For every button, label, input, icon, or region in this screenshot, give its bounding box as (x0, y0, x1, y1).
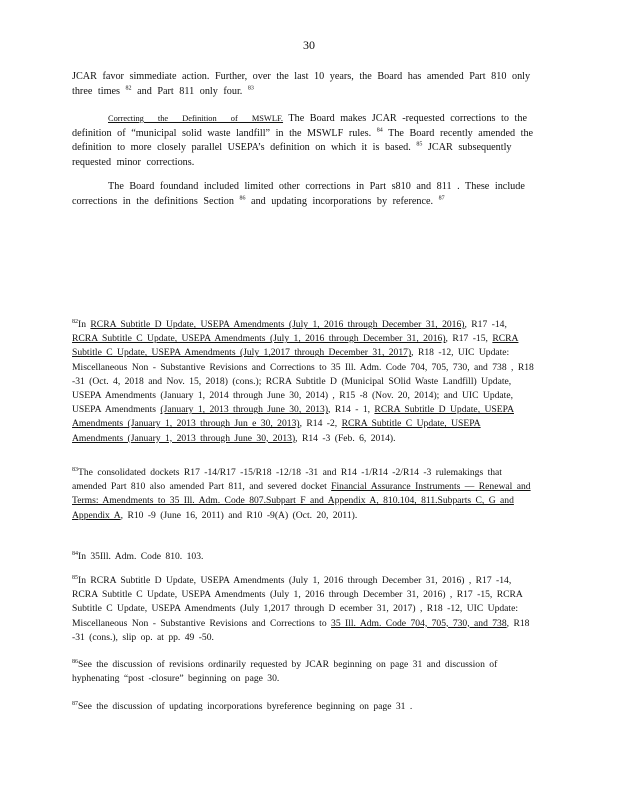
case-citation: Financial Assurance Instruments — Renewal and Terms: Amendments to 35 Ill. Adm. Code 807.Subpart F and Appendix A, 810.104, 811.Subparts C, G and Appendix A (72, 481, 531, 521)
body-paragraph-1 (72, 70, 542, 99)
case-citation: RCRA Subtitle C Update, USEPA Amendments (July 1,2017 through December 31, 2017) (72, 333, 519, 359)
case-citation: RCRA Subtitle D Update, USEPA Amendments (January 1, 2013 through Jun e 30, 2013) (72, 404, 514, 430)
footnote-ref-86[interactable]: 86 (239, 195, 246, 202)
footnote-ref-87[interactable]: 87 (438, 195, 445, 202)
footnote-ref-82[interactable]: 82 (125, 85, 132, 92)
footnote-text: , R18 -31 (cons.), slip op. at pp. 49 -50. (72, 617, 530, 643)
paragraph-text: and Part 811 only four. (137, 85, 243, 97)
footnote-text: , R17 -15, (445, 333, 488, 345)
footnote-text: , R17 -14, (464, 319, 507, 330)
footnote-number: 87 (72, 700, 78, 707)
case-citation: RCRA Subtitle C Update, USEPA Amendments (July 1, 2016 through December 31, 2016) (72, 333, 446, 345)
footnote-86 (72, 658, 534, 686)
paragraph-text: JCAR subsequently requested minor corrections. (72, 142, 512, 168)
footnote-83 (72, 466, 534, 523)
footnote-number: 86 (72, 658, 78, 665)
footnote-text: In 35Ill. Adm. Code 810. 103. (78, 551, 204, 562)
footnote-number: 85 (72, 574, 78, 581)
paragraph-text: JCAR favor simmediate action. Further, over the last 10 years, the Board has amended Part 810 only three times (72, 71, 531, 97)
footnote-ref-84[interactable]: 84 (376, 127, 383, 134)
footnote-text: , R14 -2, (299, 418, 338, 430)
paragraph-text: The Board makes JCAR -requested corrections to the definition of “municipal solid waste landfill” in the MSWLF rules. (72, 113, 527, 139)
footnote-text: In (78, 319, 86, 330)
case-citation: (January 1, 2013 through June 30, 2013) (160, 404, 329, 416)
case-citation: 35 Ill. Adm. Code 704, 705, 730, and 738 (331, 617, 507, 629)
footnote-ref-85[interactable]: 85 (416, 141, 423, 148)
footnote-text: See the discussion of revisions ordinarily requested by JCAR beginning on page 31 and discussion of hyphenating “post -closure” beginning on page 30. (72, 659, 498, 685)
footnote-87 (72, 700, 534, 714)
footnote-text: , R18 -12, UIC Update: Miscellaneous Non - Substantive Revisions and Corrections to 35 Ill. Adm. Code 704, 705, 730, and 738 , R18 -31 (Oct. 4, 2018 and Nov. 15, 2018) (cons.); RCRA Subtitle D (Municipal SOlid Waste Landfill) Update, USEPA Amendments (January 1, 2014 through June 30, 2014) , R15 -8 (Nov. 20, 2014); and UIC Update, USEPA Amendments (72, 347, 534, 416)
footnote-text: , R14 - 1, (328, 404, 371, 416)
footnote-text: , R14 -3 (Feb. 6, 2014). (295, 432, 396, 444)
footnote-text: In RCRA Subtitle D Update, USEPA Amendments (July 1, 2016 through December 31, 2016) , R17 -14, RCRA Subtitle C Update, USEPA Amendments (July 1, 2016 through December 31, 2016) , R17 -15, RCRA Subtitle C Update, USEPA Amendments (July 1,2017 through D ecember 31, 2017) , R18 -12, UIC Update: Miscellaneous Non - Substantive Revisions and Corrections to (72, 575, 523, 629)
paragraph-text: and updating incorporations by reference. (251, 195, 434, 207)
page-number: 30 (303, 38, 315, 52)
paragraph-text: The Board foundand included limited other corrections in Part s810 and 811 . These include corrections in the definitions Section (72, 181, 525, 207)
footnote-84 (72, 550, 534, 564)
body-paragraph-3 (72, 180, 542, 209)
paragraph-text: The Board recently amended the definition to more closely parallel USEPA’s definition on which it is based. (72, 127, 534, 153)
footnote-number: 84 (72, 550, 78, 557)
footnote-number: 83 (72, 466, 78, 473)
case-citation: RCRA Subtitle C Update, USEPA Amendments (January 1, 2013 through June 30, 2013) (72, 418, 481, 444)
footnote-text: The consolidated dockets R17 -14/R17 -15/R18 -12/18 -31 and R14 -1/R14 -2/R14 -3 rulemakings that amended Part 810 also amended Part 811, and severed docket (72, 467, 502, 493)
section-heading: Correcting the Definition of MSWLF. (108, 114, 284, 123)
footnote-text: See the discussion of updating incorporations byreference beginning on page 31 . (78, 701, 413, 712)
footnote-82 (72, 318, 534, 446)
body-paragraph-2 (72, 112, 542, 170)
footnote-text: , R10 -9 (June 16, 2011) and R10 -9(A) (Oct. 20, 2011). (120, 509, 358, 521)
case-citation: RCRA Subtitle D Update, USEPA Amendments (July 1, 2016 through December 31, 2016) (90, 319, 465, 330)
footnote-number: 82 (72, 318, 78, 325)
footnote-85 (72, 574, 534, 645)
footnote-ref-83[interactable]: 83 (247, 85, 254, 92)
